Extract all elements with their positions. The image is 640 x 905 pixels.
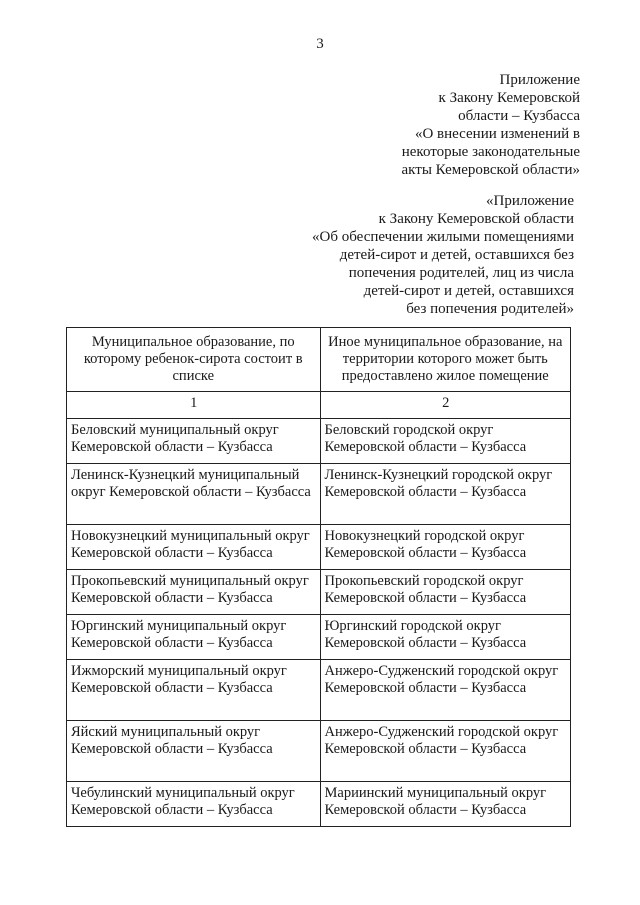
table-cell: Прокопьевский городской округ Кемеровской области – Кузбасса (320, 570, 570, 615)
appendix-header-line: к Закону Кемеровской (438, 90, 580, 106)
table-cell: Беловский муниципальный округ Кемеровской области – Кузбасса (67, 419, 321, 464)
appendix-header-line: области – Кузбасса (458, 108, 580, 124)
column-number-row (67, 392, 571, 419)
table-row (67, 782, 571, 827)
municipality-table (66, 327, 571, 827)
appendix-quote-line: без попечения родителей» (406, 301, 574, 317)
table-header-cell: Иное муниципальное образование, на территории которого может быть предоставлено жилое помещение (320, 328, 570, 392)
table-row (67, 419, 571, 464)
appendix-header-line: акты Кемеровской области» (401, 162, 580, 178)
table-cell: Новокузнецкий городской округ Кемеровской области – Кузбасса (320, 525, 570, 570)
table-cell: Анжеро-Судженский городской округ Кемеровской области – Кузбасса (320, 660, 570, 721)
table-row (67, 615, 571, 660)
table-cell: Ленинск-Кузнецкий муниципальный округ Кемеровской области – Кузбасса (67, 464, 321, 525)
appendix-quote-line: детей-сирот и детей, оставшихся (363, 283, 574, 299)
appendix-header-line: Приложение (499, 72, 580, 88)
appendix-header-line: некоторые законодательные (401, 144, 580, 160)
table-cell: Юргинский муниципальный округ Кемеровской области – Кузбасса (67, 615, 321, 660)
table-row (67, 721, 571, 782)
appendix-quote-line: детей-сирот и детей, оставшихся без (339, 247, 574, 263)
table-cell: Яйский муниципальный округ Кемеровской области – Кузбасса (67, 721, 321, 782)
table-row (67, 570, 571, 615)
table-row (67, 525, 571, 570)
appendix-header-line: «О внесении изменений в (414, 126, 580, 142)
appendix-quote-line: «Об обеспечении жилыми помещениями (312, 229, 574, 245)
appendix-quote (312, 192, 574, 318)
column-number-cell: 1 (67, 392, 321, 419)
table-cell: Прокопьевский муниципальный округ Кемеровской области – Кузбасса (67, 570, 321, 615)
table-cell: Ижморский муниципальный округ Кемеровской области – Кузбасса (67, 660, 321, 721)
appendix-quote-line: «Приложение (485, 193, 574, 209)
table-cell: Мариинский муниципальный округ Кемеровской области – Кузбасса (320, 782, 570, 827)
table-header-row (67, 328, 571, 392)
table-cell: Анжеро-Судженский городской округ Кемеровской области – Кузбасса (320, 721, 570, 782)
appendix-quote-line: попечения родителей, лиц из числа (348, 265, 574, 281)
table-cell: Ленинск-Кузнецкий городской округ Кемеровской области – Кузбасса (320, 464, 570, 525)
table-cell: Новокузнецкий муниципальный округ Кемеровской области – Кузбасса (67, 525, 321, 570)
table-header-cell: Муниципальное образование, по которому ребенок-сирота состоит в списке (67, 328, 321, 392)
appendix-quote-line: к Закону Кемеровской области (378, 211, 574, 227)
table-row (67, 660, 571, 721)
page-number: 3 (316, 36, 324, 52)
table-row (67, 464, 571, 525)
table-cell: Юргинский городской округ Кемеровской области – Кузбасса (320, 615, 570, 660)
table-cell: Чебулинский муниципальный округ Кемеровской области – Кузбасса (67, 782, 321, 827)
column-number-cell: 2 (320, 392, 570, 419)
table-cell: Беловский городской округ Кемеровской области – Кузбасса (320, 419, 570, 464)
appendix-header (402, 71, 580, 179)
